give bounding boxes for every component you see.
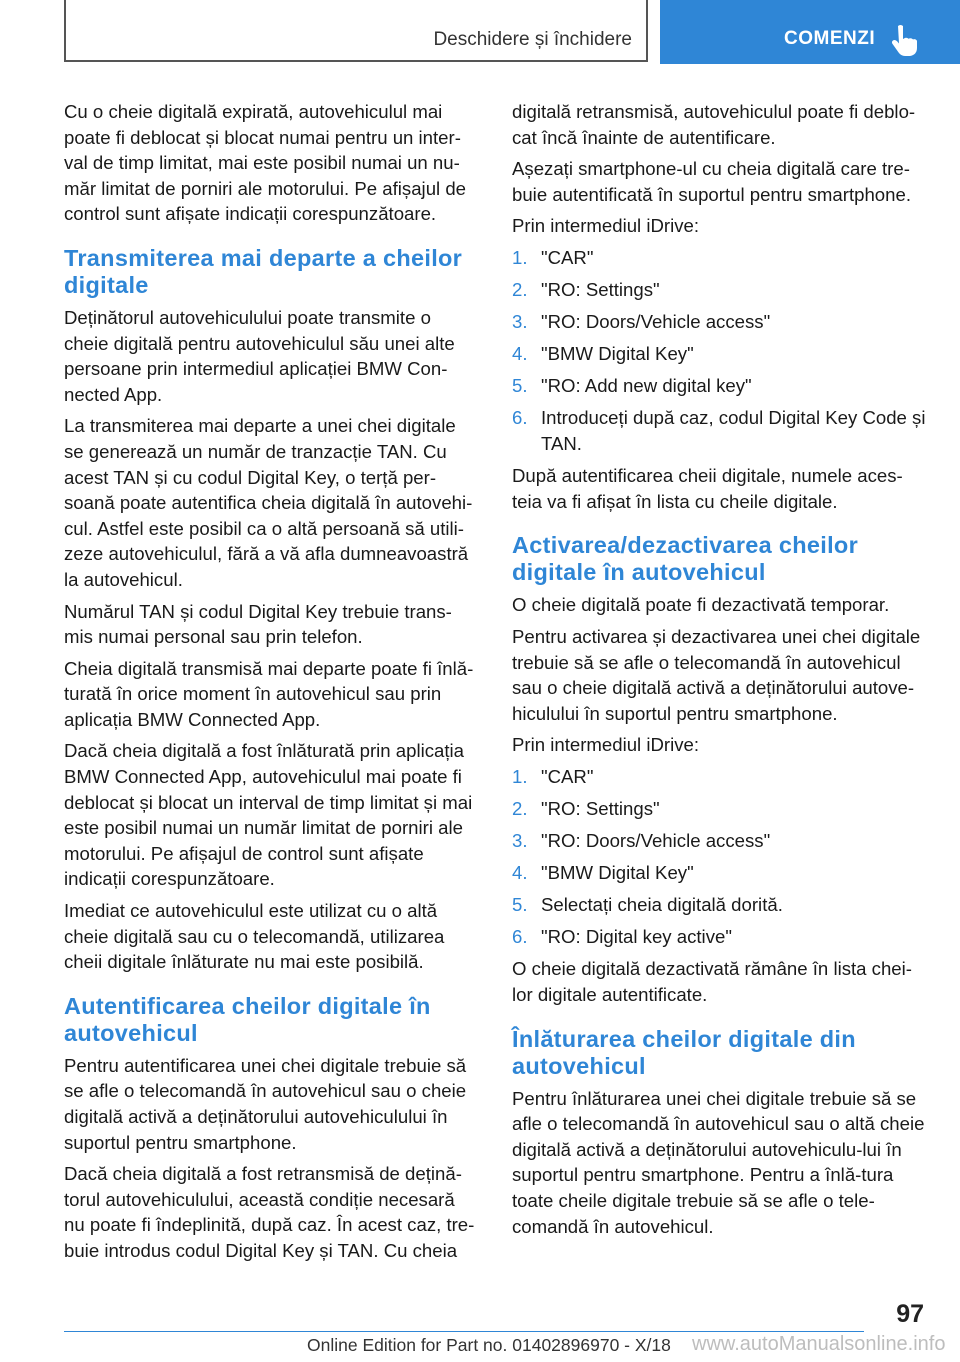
- paragraph: Pentru activarea și dezactivarea unei chei digitale trebuie să se afle o telecomandă în autovehicul sau o cheie digitală activă a deținătorului autove‐hiculului în suportul pentru smartphone.: [512, 625, 921, 724]
- list-item: 3. "RO: Doors/Vehicle access": [512, 311, 771, 333]
- paragraph: Prin intermediul iDrive:: [512, 215, 700, 237]
- list-item: 2. "RO: Settings": [512, 279, 660, 301]
- heading-removal: Înlăturarea cheilor digitale din autovehicul: [512, 1025, 856, 1079]
- footer-divider: [64, 1331, 864, 1332]
- pointing-hand-icon: [892, 24, 922, 56]
- paragraph: Deținătorul autovehiculului poate transmite o cheie digitală pentru autovehiculul său unei alte persoane prin intermediul aplicației BMW Con‐nected App.: [64, 306, 455, 405]
- paragraph: Numărul TAN și codul Digital Key trebuie trans‐mis numai personal sau prin telefon.: [64, 600, 452, 648]
- list-item: 5. Selectați cheia digitală dorită.: [512, 894, 783, 916]
- heading-authentication: Autentificarea cheilor digitale în autovehicul: [64, 992, 431, 1046]
- left-column: [64, 99, 478, 1270]
- idrive-steps-activate: [512, 764, 926, 950]
- list-item: 4. "BMW Digital Key": [512, 862, 694, 884]
- paragraph: Dacă cheia digitală a fost înlăturată prin aplicația BMW Connected App, autovehiculul mai poate fi deblocat și blocat un interval de timp limitat și mai este posibil numai un număr limitat de porniri ale motorului. Pe afișajul de control sunt afișate indicații corespunzătoare.: [64, 740, 473, 890]
- header-frame: [64, 0, 648, 62]
- paragraph: Cheia digitală transmisă mai departe poate fi înlă‐turată în orice moment în autovehicul sau prin aplicația BMW Connected App.: [64, 657, 474, 730]
- paragraph: O cheie digitală dezactivată rămâne în lista chei‐lor digitale autentificate.: [512, 958, 912, 1006]
- list-item: 6. "RO: Digital key active": [512, 926, 732, 948]
- list-item: 3. "RO: Doors/Vehicle access": [512, 830, 771, 852]
- paragraph: Imediat ce autovehiculul este utilizat cu o altă cheie digitală sau cu o telecomandă, utilizarea cheii digitale înlăturate nu mai este posibilă.: [64, 900, 445, 973]
- paragraph: Cu o cheie digitală expirată, autovehiculul mai poate fi deblocat și blocat numai pentru un inter‐val de timp limitat, mai este posibil numai un nu‐măr limitat de porniri ale motorului. Pe afișajul de control sunt afișate indicații corespunzătoare.: [64, 101, 467, 225]
- section-title: Deschidere și închidere: [433, 29, 632, 50]
- paragraph: După autentificarea cheii digitale, numele aces‐teia va fi afișat în lista cu cheile digitale.: [512, 465, 903, 512]
- idrive-steps-authenticate: [512, 245, 926, 457]
- paragraph: O cheie digitală poate fi dezactivată temporar.: [512, 594, 890, 616]
- tab-label: COMENZI: [784, 28, 876, 49]
- heading-transmit: Transmiterea mai departe a cheilor digitale: [64, 244, 463, 298]
- list-item: 5. "RO: Add new digital key": [512, 375, 752, 397]
- page-number: 97: [896, 1300, 924, 1328]
- paragraph: Prin intermediul iDrive:: [512, 734, 700, 756]
- list-item: 6. Introduceți după caz, codul Digital Key Code și TAN.: [512, 407, 926, 455]
- list-item: 1. "CAR": [512, 246, 594, 268]
- paragraph: La transmiterea mai departe a unei chei digitale se generează un număr de tranzacție TAN. Cu acest TAN și cu codul Digital Key, o terță per‐soană poate autentifica cheia digitală în autovehi‐cul. Astfel este posibil ca o altă persoană să utili‐zeze autovehiculul, fără a vă afla dumneavoastră la autovehicul.: [64, 415, 473, 590]
- edition-text: Online Edition for Part no. 01402896970 - X/18: [307, 1335, 671, 1355]
- list-item: 2. "RO: Settings": [512, 797, 660, 819]
- paragraph: digitală retransmisă, autovehiculul poate fi deblo‐cat încă înainte de autentificare.: [512, 101, 916, 148]
- right-column: [512, 99, 926, 1245]
- paragraph: Dacă cheia digitală a fost retransmisă de dețină‐torul autovehiculului, această condiție necesară nu poate fi îndeplinită, după caz. În acest caz, tre‐buie introdus codul Digital Key și TAN. Cu cheia: [64, 1163, 475, 1261]
- watermark: www.autoManualsonline.info: [692, 1333, 946, 1355]
- paragraph: Așezați smartphone-ul cu cheia digitală care tre‐buie autentificată în suportul pentru smartphone.: [512, 158, 911, 205]
- list-item: 1. "CAR": [512, 765, 594, 787]
- paragraph: Pentru înlăturarea unei chei digitale trebuie să se afle o telecomandă în autovehicul sau o altă cheie digitală activă a deținătorului autovehiculu‐lui în suportul pentru smartphone. Pentru a înlă‐tura toate cheile digitale trebuie să se afle o tele‐comandă în autovehicul.: [512, 1087, 925, 1237]
- tab-comenzi[interactable]: [660, 0, 960, 64]
- paragraph: Pentru autentificarea unei chei digitale trebuie să se afle o telecomandă în autovehicul sau o cheie digitală activă a deținătorului autovehiculului în suportul pentru smartphone.: [64, 1054, 467, 1153]
- heading-activation: Activarea/dezactivarea cheilor digitale în autovehicul: [512, 532, 859, 586]
- list-item: 4. "BMW Digital Key": [512, 343, 694, 365]
